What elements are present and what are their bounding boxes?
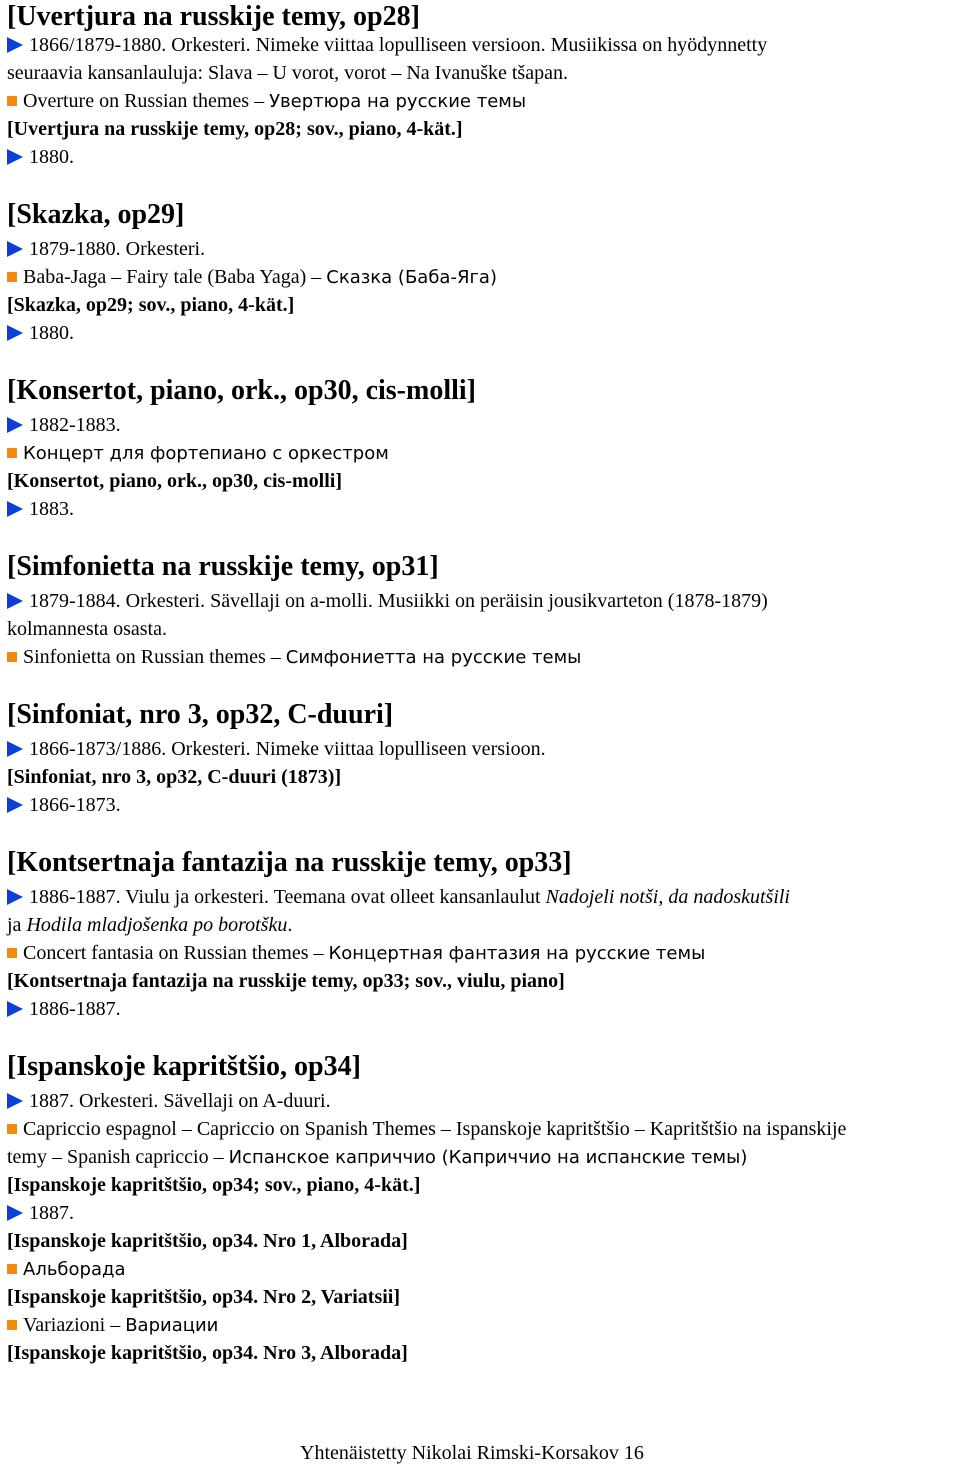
line-text: 1880. [29,146,74,168]
entry-line [7,236,960,262]
line-text: 1887. Orkesteri. Sävellaji on A-duuri. [29,1090,331,1112]
line-text: [Konsertot, piano, ork., op30, cis-molli] [7,470,342,492]
line-text: 1882-1883. [29,414,121,436]
line-text: Variazioni – [23,1314,126,1336]
entry-line [7,496,960,522]
entry-line [7,616,960,642]
line-text: Sinfonietta on Russian themes – [23,646,286,668]
square-bullet-icon [7,272,17,282]
line-text: 1880. [29,322,74,344]
italic-title: Nadojeli notši, da nadoskutšili [545,886,790,908]
line-text: kolmannesta osasta. [7,618,167,640]
title-line [7,968,960,994]
line-text: 1887. [29,1202,74,1224]
entry-line [7,264,960,291]
right-triangle-icon [7,1205,23,1221]
line-text: [Skazka, op29; sov., piano, 4-kät.] [7,294,295,316]
entry-line [7,88,960,115]
square-bullet-icon [7,1264,17,1274]
right-triangle-icon [7,37,23,53]
line-text: ja [7,914,27,936]
russian-title: Вариации [125,1315,219,1336]
line-text: [Simfonietta na russkije temy, op31] [7,551,439,582]
square-bullet-icon [7,652,17,662]
russian-title: Сказка (Баба-Яга) [326,267,497,288]
square-bullet-icon [7,96,17,106]
line-text: 1879-1880. Orkesteri. [29,238,206,260]
entry-line [7,1116,960,1142]
line-text: [Uvertjura na russkije temy, op28; sov., piano, 4-kät.] [7,118,463,140]
entry-line [7,792,960,818]
right-triangle-icon [7,325,23,341]
entry-line [7,412,960,438]
title-line [7,1284,960,1310]
square-bullet-icon [7,1320,17,1330]
russian-title: Увертюра на русские темы [269,91,527,112]
page-footer: Yhtenäistetty Nikolai Rimski-Korsakov 16 [300,1442,644,1464]
title-line [7,1172,960,1198]
line-text: temy – Spanish capriccio – [7,1146,229,1168]
entry-line [7,912,960,938]
russian-title: Альборада [23,1259,126,1280]
line-text: Overture on Russian themes – [23,90,270,112]
entry-line [7,144,960,170]
square-bullet-icon [7,1124,17,1134]
line-text: 1879-1884. Orkesteri. Sävellaji on a-molli. Musiikki on peräisin jousikvarteton (1878-1879) [29,590,768,612]
russian-title: Испанское каприччио (Каприччио на испанские темы) [228,1147,748,1168]
russian-title: Симфониетта на русские темы [285,647,582,668]
section-heading [7,550,960,584]
entry-line [7,884,960,910]
title-line [7,116,960,142]
right-triangle-icon [7,1093,23,1109]
line-text: [Ispanskoje kapritštšio, op34. Nro 2, Variatsii] [7,1286,401,1308]
line-text: 1866/1879-1880. Orkesteri. Nimeke viittaa lopulliseen versioon. Musiikissa on hyödynnetty [29,34,768,56]
line-text: 1886-1887. [29,998,121,1020]
right-triangle-icon [7,797,23,813]
line-text: [Ispanskoje kapritštšio, op34. Nro 3, Alborada] [7,1342,408,1364]
entry-line [7,320,960,346]
entry-line [7,644,960,671]
line-text: 1883. [29,498,74,520]
russian-title: Концерт для фортепиано с оркестром [23,443,389,464]
entry-line [7,32,960,58]
section-heading [7,198,960,232]
square-bullet-icon [7,448,17,458]
line-text: 1886-1887. Viulu ja orkesteri. Teemana ovat olleet kansanlaulut [29,886,546,908]
line-text: Concert fantasia on Russian themes – [23,942,329,964]
line-text: [Ispanskoje kapritštšio, op34. Nro 1, Alborada] [7,1230,408,1252]
section-heading [7,846,960,880]
line-text: Baba-Jaga – Fairy tale (Baba Yaga) – [23,266,327,288]
title-line [7,1228,960,1254]
section-heading [7,1050,960,1084]
right-triangle-icon [7,501,23,517]
section-heading [7,374,960,408]
entry-line [7,736,960,762]
line-text: [Kontsertnaja fantazija na russkije temy, op33; sov., viulu, piano] [7,970,565,992]
line-text: [Ispanskoje kapritštšio, op34] [7,1051,361,1082]
section-heading [7,0,960,34]
entry-line [7,588,960,614]
entry-line [7,1256,960,1283]
entry-line [7,1200,960,1226]
title-line [7,292,960,318]
right-triangle-icon [7,149,23,165]
section-heading [7,698,960,732]
line-text: 1866-1873/1886. Orkesteri. Nimeke viittaa lopulliseen versioon. [29,738,546,760]
russian-title: Концертная фантазия на русские темы [328,943,706,964]
right-triangle-icon [7,417,23,433]
line-text: [Sinfoniat, nro 3, op32, C-duuri (1873)] [7,766,342,788]
line-text-suffix: . [287,914,293,936]
entry-line [7,1144,960,1171]
title-line [7,764,960,790]
square-bullet-icon [7,948,17,958]
entry-line [7,996,960,1022]
right-triangle-icon [7,889,23,905]
italic-title: Hodila mladjošenka po borotšku [26,914,288,936]
entry-line [7,1312,960,1339]
line-text: [Konsertot, piano, ork., op30, cis-molli] [7,375,476,406]
line-text: [Sinfoniat, nro 3, op32, C-duuri] [7,699,394,730]
line-text: seuraavia kansanlauluja: Slava – U vorot, vorot – Na Ivanuške tšapan. [7,62,568,84]
right-triangle-icon [7,741,23,757]
line-text: [Uvertjura na russkije temy, op28] [7,1,420,32]
right-triangle-icon [7,593,23,609]
line-text: [Kontsertnaja fantazija na russkije temy, op33] [7,847,572,878]
title-line [7,1340,960,1366]
right-triangle-icon [7,241,23,257]
line-text: [Skazka, op29] [7,199,185,230]
line-text: [Ispanskoje kapritštšio, op34; sov., piano, 4-kät.] [7,1174,421,1196]
entry-line [7,940,960,967]
entry-line [7,440,960,467]
line-text: Capriccio espagnol – Capriccio on Spanish Themes – Ispanskoje kapritštšio – Kapritštšio na ispanskije [23,1118,847,1140]
right-triangle-icon [7,1001,23,1017]
entry-line [7,60,960,86]
entry-line [7,1088,960,1114]
title-line [7,468,960,494]
line-text: 1866-1873. [29,794,121,816]
